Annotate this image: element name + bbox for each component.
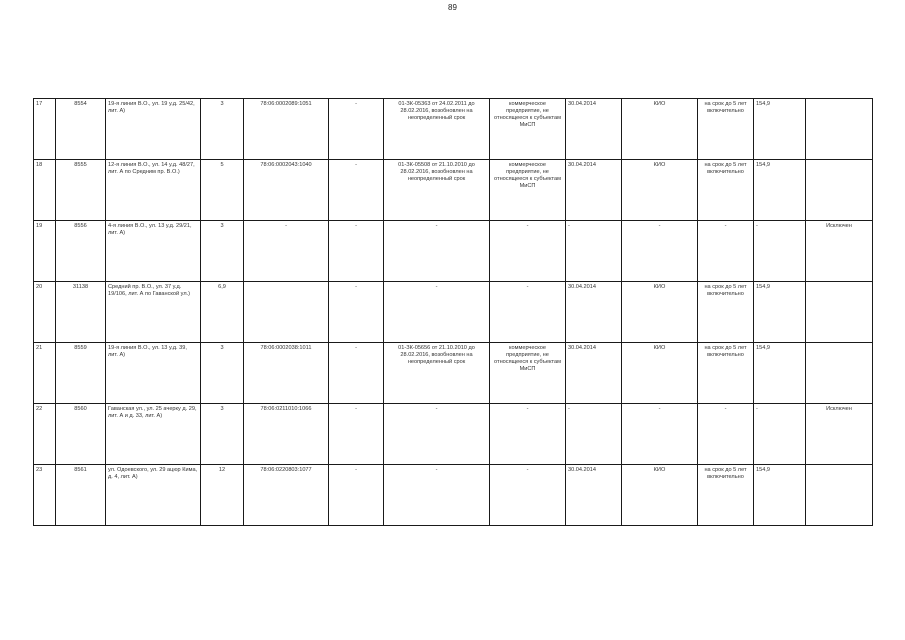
sum-cell: - (754, 221, 806, 282)
organization-cell: КИО (622, 99, 698, 160)
organization-cell: - (622, 404, 698, 465)
note-cell (806, 282, 873, 343)
address-cell: 4-я линия В.О., ул. 13 у.д. 29/21, лит. А) (106, 221, 201, 282)
floor-cell: 5 (201, 160, 244, 221)
table-row (34, 465, 873, 526)
floor-cell: 3 (201, 343, 244, 404)
note-cell (806, 343, 873, 404)
cadastral-number-cell: 78:06:0211010:1066 (244, 404, 329, 465)
contract-cell: 01-ЗК-05656 от 21.10.2010 до 28.02.2016, возобновлен на неопределенный срок (384, 343, 490, 404)
tenant-type-cell: коммерческое предприятие, не относящееся к субъектам МиСП (490, 99, 566, 160)
row-number-cell: 22 (34, 404, 56, 465)
sum-cell: 154,9 (754, 282, 806, 343)
contract-cell: 01-ЗК-05508 от 21.10.2010 до 28.02.2016, возобновлен на неопределенный срок (384, 160, 490, 221)
table-row (34, 282, 873, 343)
tenant-type-cell: - (490, 221, 566, 282)
column-5-cell: - (329, 99, 384, 160)
tenant-type-cell: - (490, 465, 566, 526)
table-row (34, 221, 873, 282)
cadastral-number-cell: 78:06:0220803:1077 (244, 465, 329, 526)
sum-cell: 154,9 (754, 160, 806, 221)
term-cell: на срок до 5 лет включительно (698, 160, 754, 221)
note-cell (806, 160, 873, 221)
tenant-type-cell: - (490, 404, 566, 465)
address-cell: Средний пр. В.О., ул. 37 у.д. 19/106, лит. А по Гаванской ул.) (106, 282, 201, 343)
row-number-cell: 20 (34, 282, 56, 343)
contract-cell: - (384, 282, 490, 343)
object-id-cell: 8556 (56, 221, 106, 282)
object-id-cell: 31138 (56, 282, 106, 343)
contract-cell: - (384, 465, 490, 526)
address-cell: 19-я линия В.О., ул. 19 у.д. 25/42, лит. А) (106, 99, 201, 160)
organization-cell: КИО (622, 465, 698, 526)
object-id-cell: 8554 (56, 99, 106, 160)
date-cell: - (566, 404, 622, 465)
page-number: 89 (448, 3, 457, 12)
floor-cell: 3 (201, 404, 244, 465)
note-cell (806, 465, 873, 526)
object-id-cell: 8559 (56, 343, 106, 404)
table-row (34, 343, 873, 404)
sum-cell: 154,9 (754, 465, 806, 526)
cadastral-number-cell: 78:06:0002038:1011 (244, 343, 329, 404)
organization-cell: КИО (622, 343, 698, 404)
floor-cell: 6,9 (201, 282, 244, 343)
sum-cell: 154,9 (754, 343, 806, 404)
column-5-cell: - (329, 160, 384, 221)
cadastral-number-cell: - (244, 221, 329, 282)
organization-cell: КИО (622, 282, 698, 343)
organization-cell: КИО (622, 160, 698, 221)
note-cell: Исключен (806, 221, 873, 282)
address-cell: Гаванская ул., ул. 25 ачерку д. 29, лит. А и д. 33, лит. А) (106, 404, 201, 465)
note-cell (806, 99, 873, 160)
address-cell: 19-я линия В.О., ул. 13 у.д. 39, лит. А) (106, 343, 201, 404)
object-id-cell: 8560 (56, 404, 106, 465)
organization-cell: - (622, 221, 698, 282)
floor-cell: 12 (201, 465, 244, 526)
table-row (34, 404, 873, 465)
row-number-cell: 21 (34, 343, 56, 404)
cadastral-number-cell: 78:06:0002043:1040 (244, 160, 329, 221)
property-table (33, 98, 873, 526)
floor-cell: 3 (201, 99, 244, 160)
contract-cell: - (384, 221, 490, 282)
tenant-type-cell: коммерческое предприятие, не относящееся к субъектам МиСП (490, 343, 566, 404)
term-cell: на срок до 5 лет включительно (698, 465, 754, 526)
address-cell: ул. Одоевского, ул. 29 ацюр Кима, д. 4, лит. А) (106, 465, 201, 526)
column-5-cell: - (329, 282, 384, 343)
sum-cell: 154,9 (754, 99, 806, 160)
cadastral-number-cell (244, 282, 329, 343)
column-5-cell: - (329, 343, 384, 404)
address-cell: 12-я линия В.О., ул. 14 у.д. 48/27, лит. А по Средним пр. В.О.) (106, 160, 201, 221)
term-cell: на срок до 5 лет включительно (698, 282, 754, 343)
term-cell: на срок до 5 лет включительно (698, 343, 754, 404)
table-row (34, 99, 873, 160)
tenant-type-cell: коммерческое предприятие, не относящееся к субъектам МиСП (490, 160, 566, 221)
column-5-cell: - (329, 465, 384, 526)
object-id-cell: 8555 (56, 160, 106, 221)
date-cell: 30.04.2014 (566, 282, 622, 343)
term-cell: - (698, 221, 754, 282)
object-id-cell: 8561 (56, 465, 106, 526)
term-cell: на срок до 5 лет включительно (698, 99, 754, 160)
sum-cell: - (754, 404, 806, 465)
row-number-cell: 19 (34, 221, 56, 282)
term-cell: - (698, 404, 754, 465)
row-number-cell: 23 (34, 465, 56, 526)
column-5-cell: - (329, 404, 384, 465)
date-cell: 30.04.2014 (566, 99, 622, 160)
date-cell: 30.04.2014 (566, 343, 622, 404)
cadastral-number-cell: 78:06:0002089:1051 (244, 99, 329, 160)
floor-cell: 3 (201, 221, 244, 282)
note-cell: Исключен (806, 404, 873, 465)
row-number-cell: 17 (34, 99, 56, 160)
row-number-cell: 18 (34, 160, 56, 221)
date-cell: 30.04.2014 (566, 465, 622, 526)
tenant-type-cell: - (490, 282, 566, 343)
table-row (34, 160, 873, 221)
contract-cell: 01-ЗК-05363 от 24.02.2011 до 28.02.2016, возобновлен на неопределенный срок (384, 99, 490, 160)
contract-cell: - (384, 404, 490, 465)
date-cell: - (566, 221, 622, 282)
date-cell: 30.04.2014 (566, 160, 622, 221)
column-5-cell: - (329, 221, 384, 282)
